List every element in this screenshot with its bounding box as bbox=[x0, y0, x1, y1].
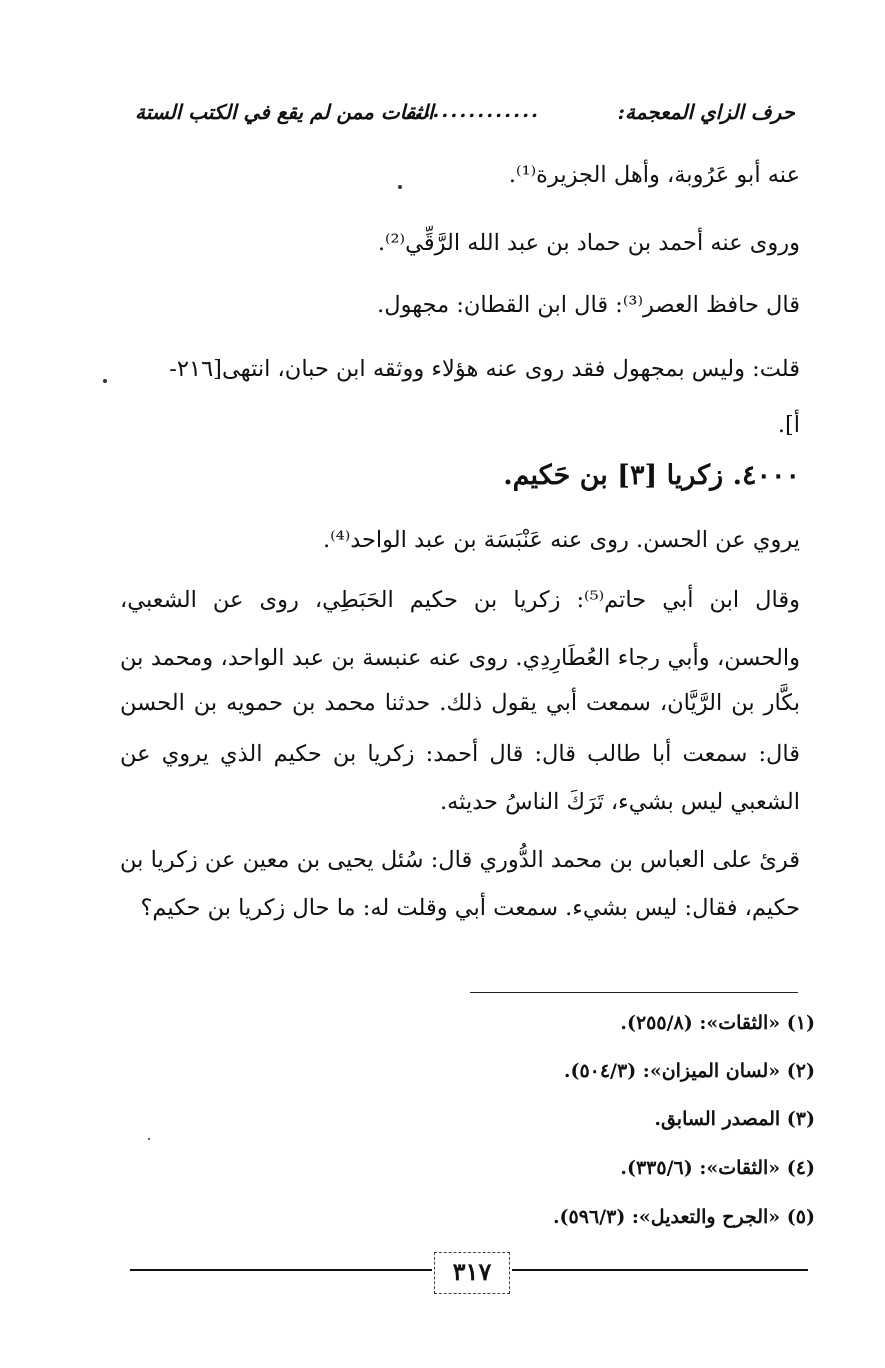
footnote: (١) «الثقات»: (٢٥٥/٨). bbox=[620, 1012, 815, 1034]
body-line: عنه أبو عَرُوبة، وأهل الجزيرة⁽¹⁾. bbox=[508, 162, 800, 188]
body-line: بكَّار بن الرَّيَّان، سمعت أبي يقول ذلك. حدثنا محمد بن حمويه بن الحسن bbox=[120, 690, 800, 716]
footnote: (٤) «الثقات»: (٣٣٥/٦). bbox=[620, 1157, 815, 1179]
body-line: يروي عن الحسن. روى عنه عَنْبَسَة بن عبد الواحد⁽⁴⁾. bbox=[322, 527, 800, 553]
footer-rule bbox=[512, 1269, 808, 1271]
body-line: حكيم، فقال: ليس بشيء. سمعت أبي وقلت له: ما حال زكريا بن حكيم؟ bbox=[140, 895, 800, 921]
header-chapter: حرف الزاي المعجمة: bbox=[617, 100, 795, 124]
header-book-title: الثقات ممن لم يقع في الكتب الستة bbox=[135, 100, 434, 124]
body-line: وقال ابن أبي حاتم⁽⁵⁾: زكريا بن حكيم الحَبَطِي، روى عن الشعبي، bbox=[120, 587, 800, 613]
body-line: وروى عنه أحمد بن حماد بن عبد الله الرَّقِّي⁽²⁾. bbox=[377, 230, 800, 256]
footnote: (٢) «لسان الميزان»: (٥٠٤/٣). bbox=[563, 1060, 815, 1082]
header-dots: ............... bbox=[405, 100, 540, 122]
scan-speck bbox=[398, 185, 402, 189]
entry-title: ٤٠٠٠. زكريا [٣] بن حَكيم. bbox=[503, 460, 800, 491]
body-line: قال حافظ العصر⁽³⁾: قال ابن القطان: مجهول. bbox=[377, 292, 800, 318]
footer-rule bbox=[130, 1269, 432, 1271]
body-line: قلت: وليس بمجهول فقد روى عنه هؤلاء ووثقه ابن حبان، انتهى[٢١٦- bbox=[169, 356, 800, 382]
scan-speck bbox=[148, 1138, 150, 1140]
body-line: قرئ على العباس بن محمد الدُّوري قال: سُئل يحيى بن معين عن زكريا بن bbox=[120, 847, 800, 873]
footnote-separator bbox=[470, 992, 798, 993]
body-line: قال: سمعت أبا طالب قال: قال أحمد: زكريا بن حكيم الذي يروي عن bbox=[120, 741, 800, 767]
footnote: (٣) المصدر السابق. bbox=[654, 1108, 815, 1130]
page-number: ٣١٧ bbox=[434, 1252, 510, 1294]
scan-speck bbox=[103, 379, 107, 383]
running-header bbox=[135, 100, 795, 140]
body-line: الشعبي ليس بشيء، تَرَكَ الناسُ حديثه. bbox=[439, 789, 800, 815]
footnote: (٥) «الجرح والتعديل»: (٥٩٦/٣). bbox=[552, 1206, 815, 1228]
body-line: أ]. bbox=[777, 412, 800, 438]
body-line: والحسن، وأبي رجاء العُطَارِدِي. روى عنه عنبسة بن عبد الواحد، ومحمد بن bbox=[120, 645, 800, 671]
